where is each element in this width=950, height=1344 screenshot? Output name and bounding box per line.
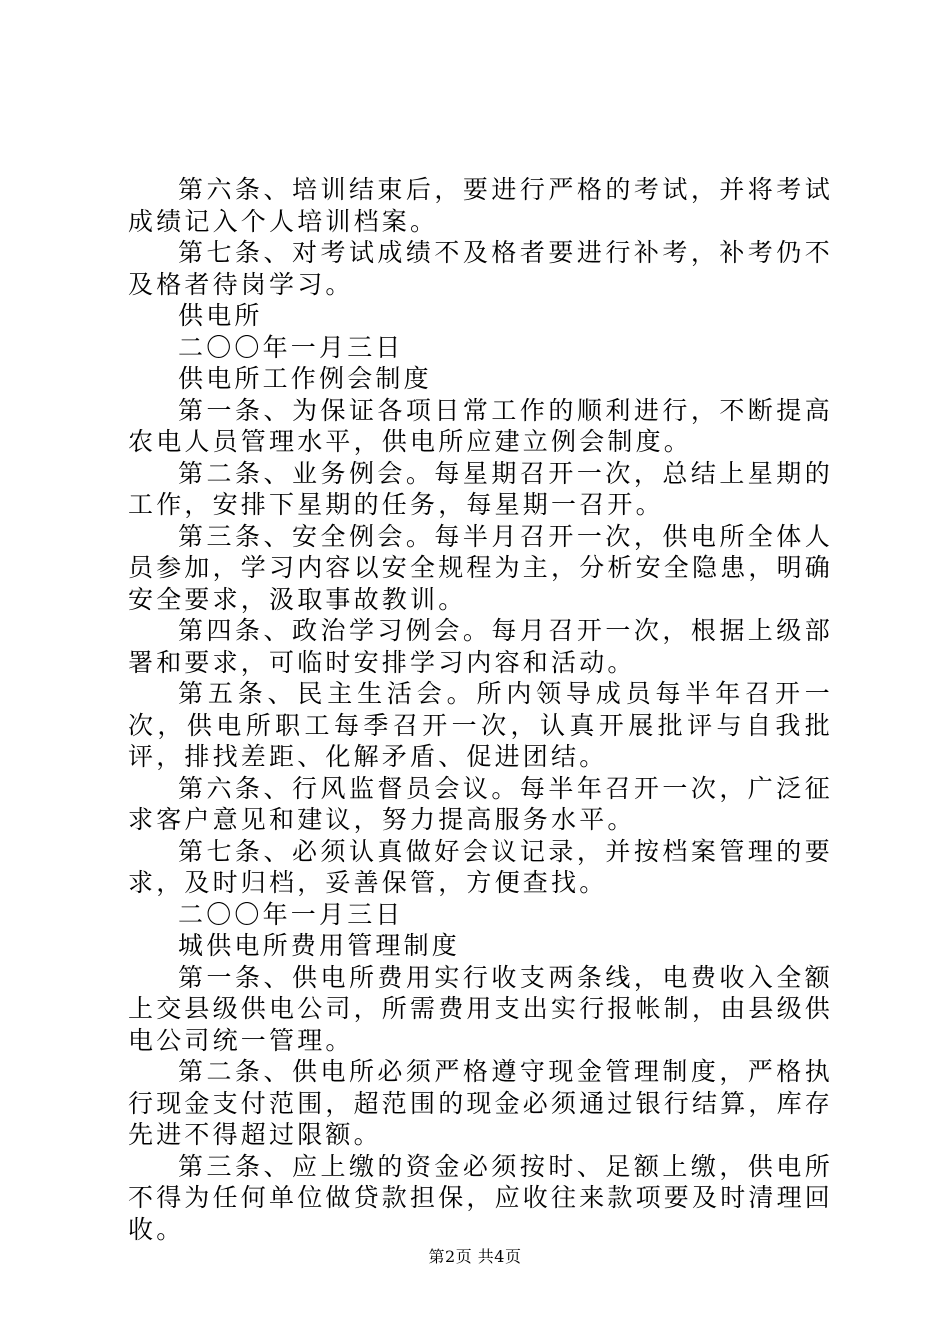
section-title-expense-system: 城供电所费用管理制度 [178, 931, 461, 960]
page-number-footer: 第2页 共4页 [428, 1247, 522, 1266]
section-title-meeting-system: 供电所工作例会制度 [178, 364, 432, 393]
paragraph-meeting-article-3: 第三条、安全例会。每半月召开一次，供电所全体人员参加，学习内容以安全规程为主，分析安全隐患，明确安全要求，汲取事故教训。 [128, 521, 834, 614]
paragraph-meeting-article-1: 第一条、为保证各项日常工作的顺利进行，不断提高农电人员管理水平，供电所应建立例会制度。 [128, 395, 833, 456]
paragraph-expense-article-1: 第一条、供电所费用实行收支两条线，电费收入全额上交县级供电公司，所需费用支出实行报帐制，由县级供电公司统一管理。 [128, 962, 834, 1055]
paragraph-article-6-training: 第六条、培训结束后，要进行严格的考试，并将考试成绩记入个人培训档案。 [128, 175, 833, 236]
paragraph-meeting-article-2: 第二条、业务例会。每星期召开一次，总结上星期的工作，安排下星期的任务，每星期一召开。 [128, 458, 833, 519]
paragraph-meeting-article-6: 第六条、行风监督员会议。每半年召开一次，广泛征求客户意见和建议，努力提高服务水平。 [128, 773, 833, 834]
document-body [128, 174, 833, 1245]
paragraph-meeting-article-7: 第七条、必须认真做好会议记录，并按档案管理的要求，及时归档，妥善保管，方便查找。 [128, 836, 833, 897]
paragraph-expense-article-2: 第二条、供电所必须严格遵守现金管理制度，严格执行现金支付范围，超范围的现金必须通过银行结算，库存先进不得超过限额。 [128, 1057, 834, 1149]
paragraph-meeting-article-5: 第五条、民主生活会。所内领导成员每半年召开一次，供电所职工每季召开一次，认真开展批评与自我批评，排找差距、化解矛盾、促进团结。 [128, 679, 833, 771]
paragraph-expense-article-3: 第三条、应上缴的资金必须按时、足额上缴，供电所不得为任何单位做贷款担保，应收往来款项要及时清理回收。 [128, 1151, 834, 1244]
signature-office: 供电所 [178, 301, 263, 330]
meeting-section-date: 二〇〇年一月三日 [178, 899, 404, 929]
signature-date: 二〇〇年一月三日 [178, 332, 404, 362]
paragraph-article-7-training: 第七条、对考试成绩不及格者要进行补考，补考仍不及格者待岗学习。 [128, 238, 833, 299]
paragraph-meeting-article-4: 第四条、政治学习例会。每月召开一次，根据上级部署和要求，可临时安排学习内容和活动。 [128, 616, 833, 677]
